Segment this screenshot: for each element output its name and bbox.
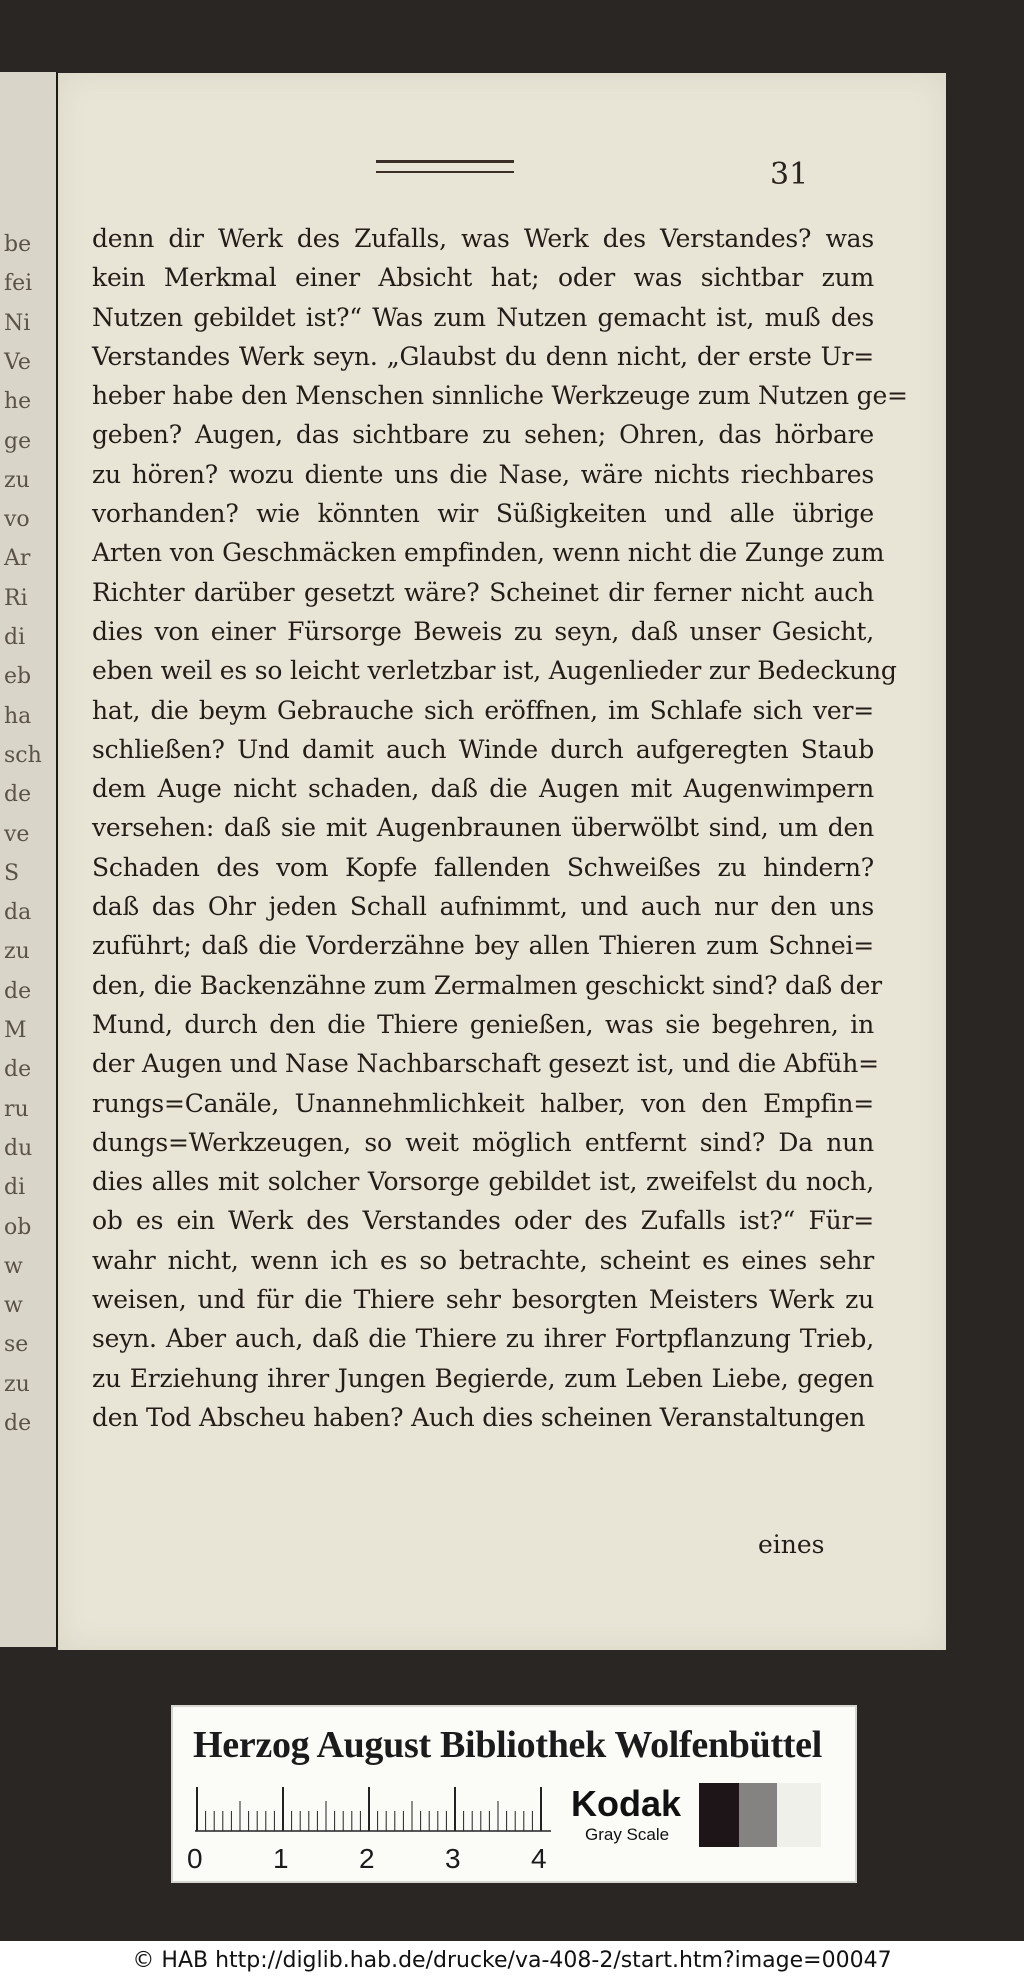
page-number: 31 [770,157,809,192]
text-line: zuführt; daß die Vorderzähne bey allen Thieren zum Schnei= [92,931,874,961]
copyright-footer: © HAB http://diglib.hab.de/drucke/va-408-2/start.htm?image=00047 [0,1941,1024,1980]
ruler-number: 2 [359,1843,375,1874]
gray-scale-label: Gray Scale [585,1825,670,1844]
text-line: Verstandes Werk seyn. „Glaubst du denn nicht, der erste Ur= [92,341,874,371]
gray-swatch [739,1783,777,1847]
facing-page-fragment: ha [4,703,32,729]
text-line: dies von einer Fürsorge Beweis zu seyn, daß unser Gesicht, [92,616,874,646]
catchword: eines [758,1530,825,1559]
body-text [92,219,908,1437]
facing-page-fragment: zu [4,1371,30,1397]
facing-page-fragment: de [4,978,32,1004]
facing-page-fragment: ve [4,821,30,847]
facing-page-fragment: de [4,1057,32,1083]
text-line: hat, die beym Gebrauche sich eröffnen, im Schlafe sich ver= [92,695,874,725]
text-line: Arten von Geschmäcken empfinden, wenn nicht die Zunge zum [92,538,885,568]
facing-page-fragment: w [4,1253,23,1279]
facing-page-fragment: ru [4,1096,29,1122]
facing-page-fragment: di [4,625,26,650]
text-line: schließen? Und damit auch Winde durch aufgeregten Staub [92,734,874,764]
text-line: seyn. Aber auch, daß die Thiere zu ihrer Fortpflanzung Trieb, [92,1324,874,1354]
ruler-number: 0 [187,1843,203,1874]
text-line: vorhanden? wie könnten wir Süßigkeiten und alle übrige [92,499,874,529]
facing-page-fragment: Ri [4,585,28,611]
facing-page-fragment: fei [4,271,33,297]
text-line: der Augen und Nase Nachbarschaft gesezt ist, und die Abfüh= [92,1049,879,1079]
facing-page-fragment: S [4,860,20,886]
facing-page-fragment: di [4,1175,26,1201]
facing-page-fragment: vo [4,507,30,533]
text-line: Nutzen gebildet ist?“ Was zum Nutzen gemacht ist, muß des [92,302,874,332]
text-line: daß das Ohr jeden Schall aufnimmt, und auch nur den uns [92,892,874,922]
facing-page-fragment: ge [4,428,32,454]
facing-page-edge [0,72,58,1647]
text-line: Schaden des vom Kopfe fallenden Schweißes zu hindern? [92,852,874,882]
text-line: dem Auge nicht schaden, daß die Augen mit Augenwimpern [92,774,874,804]
facing-page-fragment: se [4,1332,29,1358]
facing-page-fragment: be [4,232,32,257]
text-line: dungs=Werkzeugen, so weit möglich entfernt sind? Da nun [92,1127,874,1157]
facing-page-fragment: sch [4,742,42,768]
facing-page-fragment: Ve [4,349,31,375]
book-page [58,73,946,1650]
facing-page-fragment: Ni [4,310,31,336]
facing-page-fragment: da [4,900,32,926]
text-line: den Tod Abscheu haben? Auch dies scheinen Veranstaltungen [92,1402,866,1432]
text-line: den, die Backenzähne zum Zermalmen geschickt sind? daß der [92,970,882,1000]
text-line: kein Merkmal einer Absicht hat; oder was sichtbar zum [92,263,874,293]
text-line: ob es ein Werk des Verstandes oder des Zufalls ist?“ Für= [92,1206,874,1236]
text-line: versehen: daß sie mit Augenbraunen überwölbt sind, um den [92,813,874,843]
ruler-number: 4 [531,1843,547,1874]
text-line: eben weil es so leicht verletzbar ist, Augenlieder zur Bedeckung [92,656,897,686]
text-line: zu hören? wozu diente uns die Nase, wäre nichts riechbares [92,459,874,489]
text-line: Mund, durch den die Thiere genießen, was sie begehren, in [92,1009,874,1039]
gray-swatch [777,1783,821,1847]
text-line: Richter darüber gesetzt wäre? Scheinet dir ferner nicht auch [92,577,874,607]
text-line: denn dir Werk des Zufalls, was Werk des Verstandes? was [92,224,874,253]
text-line: wahr nicht, wenn ich es so betrachte, scheint es eines sehr [92,1245,874,1275]
gray-swatch [699,1783,739,1847]
text-line: weisen, und für die Thiere sehr besorgten Meisters Werk zu [92,1285,874,1315]
ruler-number: 1 [273,1843,289,1874]
facing-page-fragment: eb [4,664,32,690]
text-line: geben? Augen, das sichtbare zu sehen; Ohren, das hörbare [92,420,874,450]
facing-page-fragment: M [4,1018,27,1043]
facing-page-fragment: Ar [4,546,31,572]
text-line: zu Erziehung ihrer Jungen Begierde, zum Leben Liebe, gegen [92,1363,874,1393]
facing-page-fragment: he [4,389,32,415]
text-line: rungs=Canäle, Unannehmlichkeit halber, von den Empfin= [92,1088,874,1118]
facing-page-fragment: ob [4,1214,32,1240]
facing-page-fragment: zu [4,467,30,493]
text-line: heber habe den Menschen sinnliche Werkzeuge zum Nutzen ge= [92,381,908,411]
color-calibration-card [171,1705,857,1883]
ruler-scale [195,1787,551,1833]
text-line: dies alles mit solcher Vorsorge gebildet ist, zweifelst du noch, [92,1167,874,1197]
library-name: Herzog August Bibliothek Wolfenbüttel [193,1724,822,1766]
facing-page-fragment: w [4,1293,23,1319]
facing-page-fragment: zu [4,939,30,965]
facing-page-fragment: de [4,782,32,808]
ruler-number: 3 [445,1843,461,1874]
facing-page-fragment: du [4,1135,33,1161]
header-ornament-rule [376,160,514,173]
kodak-logo: Kodak [571,1783,682,1824]
facing-page-fragment: de [4,1411,32,1436]
